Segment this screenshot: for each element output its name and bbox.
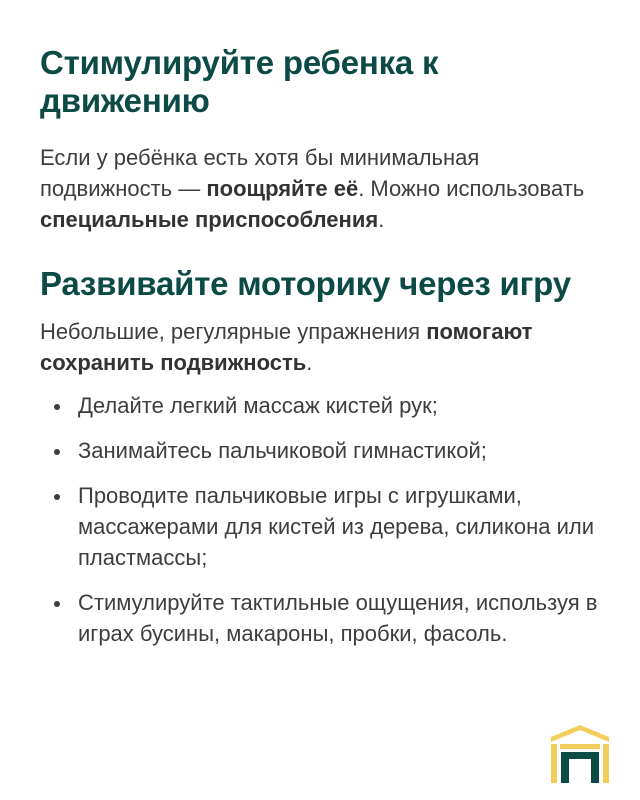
logo-pillar-top [561, 752, 599, 759]
section-1-text-2: . Можно использовать [358, 176, 585, 201]
list-item [40, 587, 600, 649]
logo-pillar-left [561, 759, 569, 783]
logo-frame-left [551, 744, 557, 783]
list-item-text: Стимулируйте тактильные ощущения, используя в играх бусины, макароны, пробки, фасоль. [78, 590, 598, 646]
list-item [40, 480, 600, 573]
bullet-dot-icon [54, 404, 60, 410]
list-item [40, 390, 600, 421]
section-1-title: Стимулируйте ребенка к движению [40, 44, 439, 119]
bullet-dot-icon [54, 449, 60, 455]
logo-frame-top [560, 744, 600, 749]
list-item-text: Делайте легкий массаж кистей рук; [78, 393, 438, 418]
house-logo-icon [549, 724, 611, 784]
section-1-paragraph [40, 142, 600, 235]
section-1-text-1: Если у ребёнка есть хотя бы минимальная подвижность — [40, 145, 480, 201]
list-item [40, 435, 600, 466]
section-1-text-3: . [378, 207, 385, 232]
section-1-bold-1: поощряйте её [206, 176, 359, 201]
bullet-dot-icon [54, 494, 60, 500]
list-item-text: Занимайтесь пальчиковой гимнастикой; [78, 438, 487, 463]
list-item-text: Проводите пальчиковые игры с игрушками, массажерами для кистей из дерева, силикона или пластмассы; [78, 483, 594, 570]
section-2-paragraph [40, 316, 610, 378]
section-2-text-2: . [306, 350, 313, 375]
section-2-bold-1: помогают сохранить подвижность [40, 319, 533, 375]
logo-frame-right [603, 744, 609, 783]
section-2-title: Развивайте моторику через игру [40, 265, 571, 302]
logo-roof [551, 725, 609, 742]
section-1-bold-2: специальные приспособления [40, 207, 379, 232]
logo-pillar-right [591, 759, 599, 783]
tips-list [40, 390, 600, 663]
section-2-text-1: Небольшие, регулярные упражнения [40, 319, 427, 344]
bullet-dot-icon [54, 601, 60, 607]
